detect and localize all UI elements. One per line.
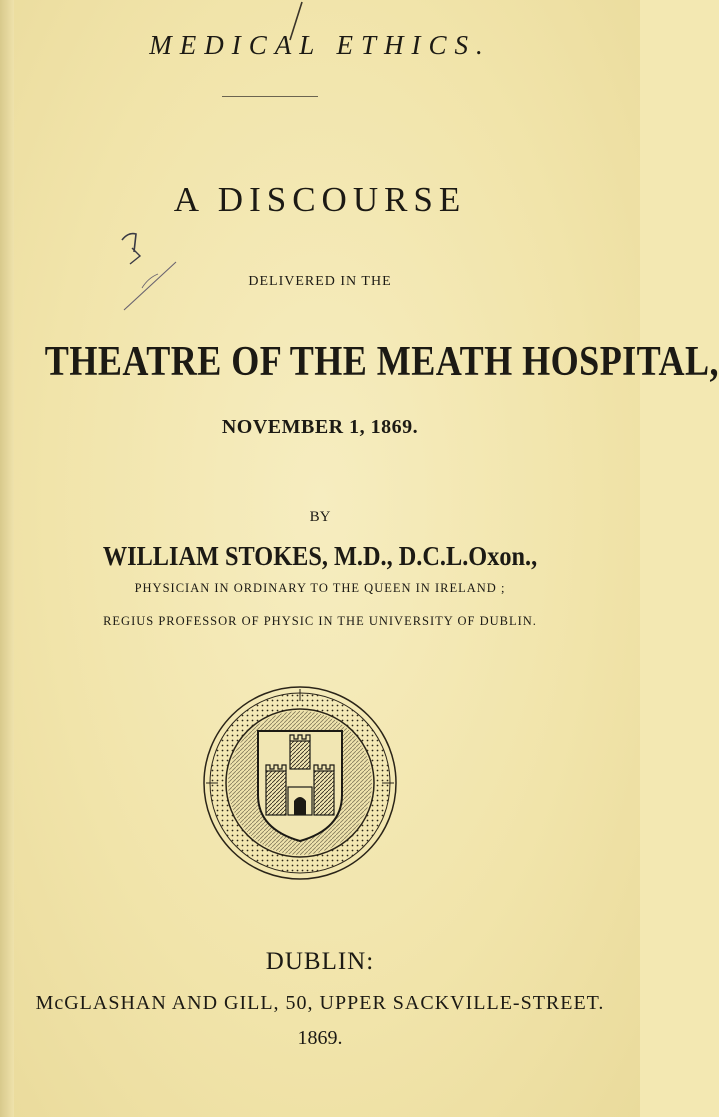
dublin-arms-seal-icon — [200, 683, 400, 883]
venue-line: THEATRE OF THE MEATH HOSPITAL, — [44, 339, 719, 385]
running-title: MEDICAL ETHICS. — [149, 30, 491, 60]
by-line: BY — [309, 509, 331, 525]
discourse-title: A DISCOURSE — [173, 180, 467, 219]
handwritten-shelf-mark-icon — [118, 226, 178, 312]
imprint-place: DUBLIN: — [265, 948, 375, 975]
imprint-publisher: McGLASHAN AND GILL, 50, UPPER SACKVILLE-STREET. — [35, 992, 605, 1014]
author-name: WILLIAM STOKES, M.D., D.C.L.Oxon., — [102, 541, 538, 571]
imprint-year: 1869. — [297, 1027, 343, 1049]
author-position-2: REGIUS PROFESSOR OF PHYSIC IN THE UNIVERSITY OF DUBLIN. — [103, 614, 537, 628]
lecture-date: NOVEMBER 1, 1869. — [221, 416, 419, 438]
title-rule — [222, 96, 318, 97]
author-position-1: PHYSICIAN IN ORDINARY TO THE QUEEN IN IRELAND ; — [134, 581, 506, 595]
delivered-in-line: DELIVERED IN THE — [248, 274, 392, 289]
